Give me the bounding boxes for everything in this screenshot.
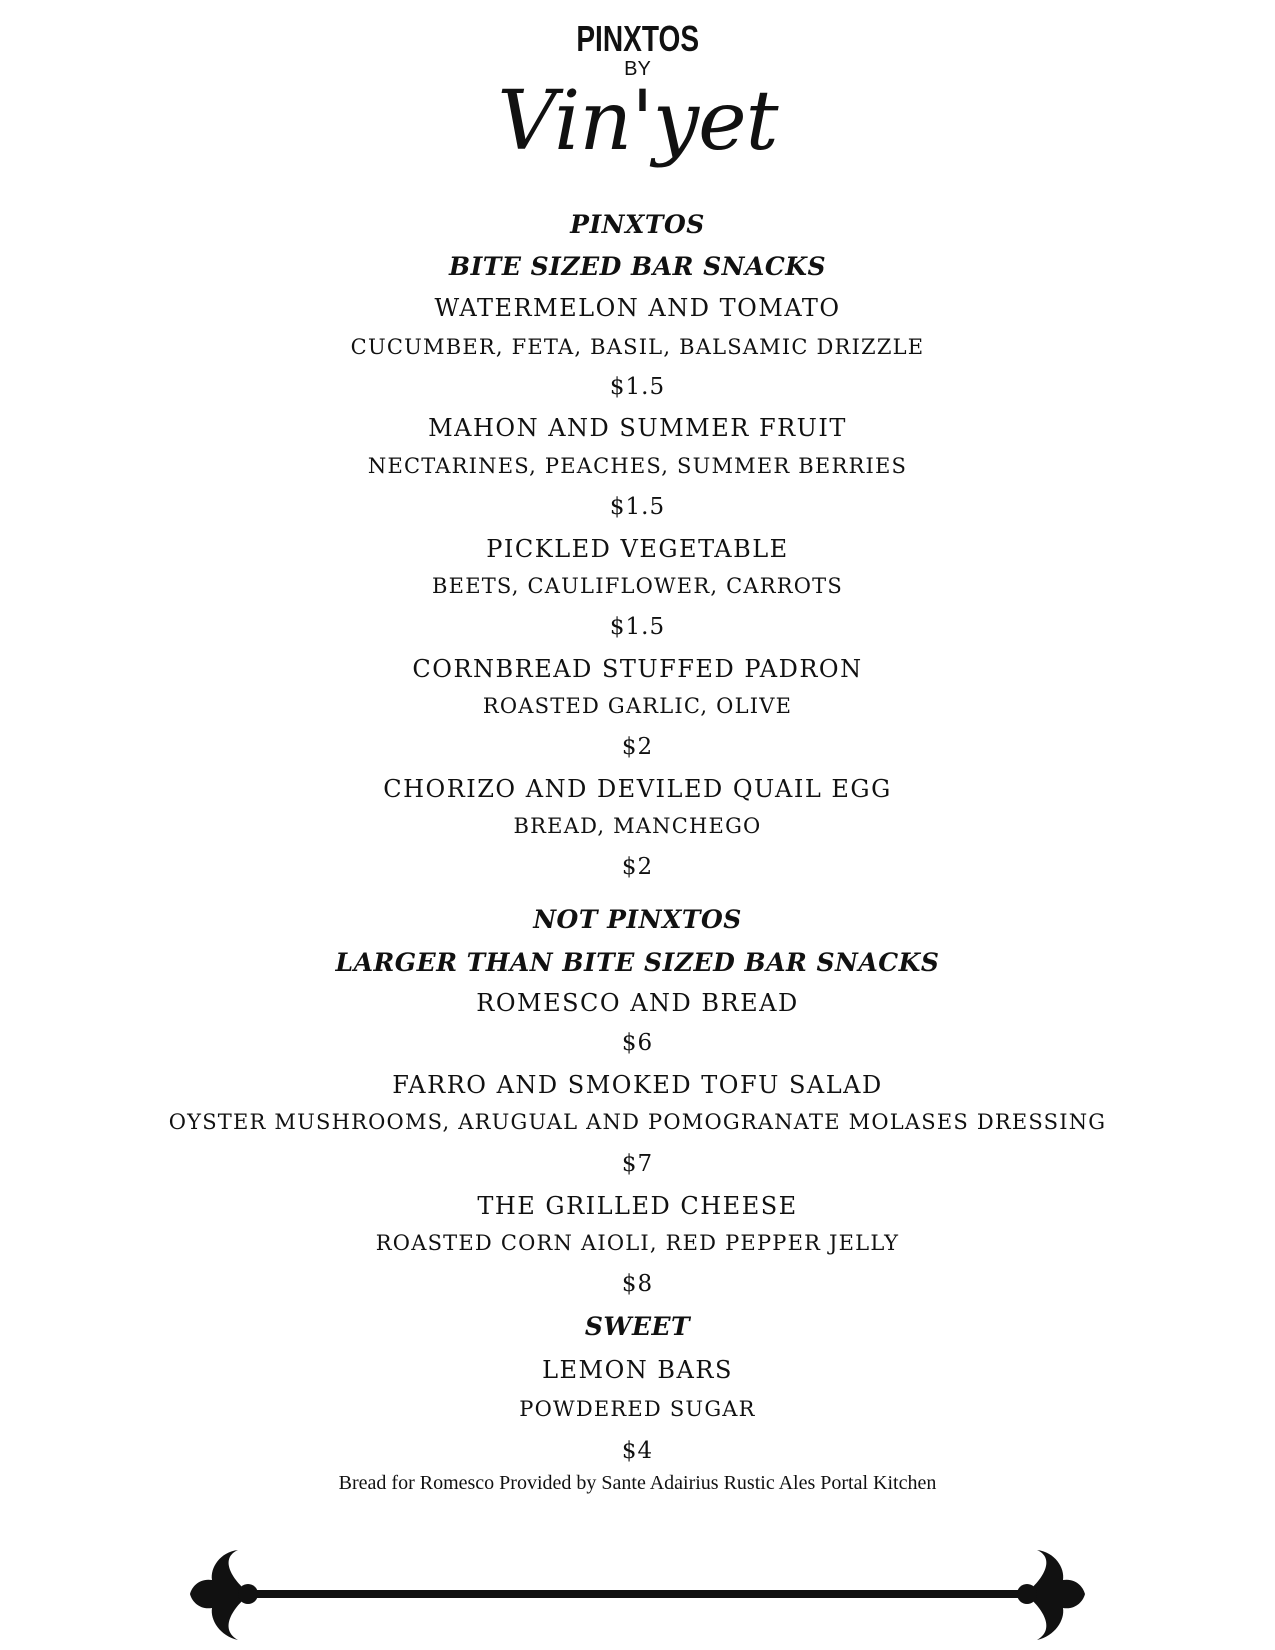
flourish-divider-icon <box>190 1548 1085 1643</box>
brand-by: BY <box>624 58 651 80</box>
menu-item: LEMON BARS <box>542 1356 733 1384</box>
menu-section: LARGER THAN BITE SIZED BAR SNACKS <box>335 948 940 977</box>
menu-item: MAHON AND SUMMER FRUIT <box>428 414 847 442</box>
menu-desc: CUCUMBER, FETA, BASIL, BALSAMIC DRIZZLE <box>350 335 925 359</box>
menu-desc: POWDERED SUGAR <box>519 1397 756 1421</box>
menu-desc: BREAD, MANCHEGO <box>513 814 762 838</box>
menu-item: CHORIZO AND DEVILED QUAIL EGG <box>383 775 892 803</box>
brand-title: PINXTOS <box>576 18 699 59</box>
brand-logo-script: Vin'yet <box>497 74 778 169</box>
menu-price: $2 <box>621 734 654 760</box>
menu-price: $1.5 <box>609 374 666 400</box>
menu-section: PINXTOS <box>570 210 705 239</box>
menu-price: $6 <box>621 1030 654 1056</box>
menu-price: $1.5 <box>609 614 666 640</box>
footer-note: Bread for Romesco Provided by Sante Adairius Rustic Ales Portal Kitchen <box>338 1472 937 1494</box>
menu-header <box>0 18 1275 170</box>
menu-desc: NECTARINES, PEACHES, SUMMER BERRIES <box>367 454 908 478</box>
menu-desc: ROASTED CORN AIOLI, RED PEPPER JELLY <box>375 1231 900 1255</box>
menu-section: BITE SIZED BAR SNACKS <box>448 252 827 281</box>
menu-price: $8 <box>621 1271 654 1297</box>
menu-price: $7 <box>621 1151 654 1177</box>
menu-section: NOT PINXTOS <box>533 905 742 934</box>
menu-desc: BEETS, CAULIFLOWER, CARROTS <box>432 574 843 598</box>
menu-price: $1.5 <box>609 494 666 520</box>
menu-section: SWEET <box>584 1312 691 1341</box>
menu-item: WATERMELON AND TOMATO <box>434 294 841 322</box>
menu-price: $2 <box>621 854 654 880</box>
menu-item: FARRO AND SMOKED TOFU SALAD <box>392 1071 883 1099</box>
menu-item: THE GRILLED CHEESE <box>477 1192 798 1220</box>
menu-item: ROMESCO AND BREAD <box>476 989 799 1017</box>
menu-price: $4 <box>621 1438 654 1464</box>
menu-item: PICKLED VEGETABLE <box>486 535 789 563</box>
menu-item: CORNBREAD STUFFED PADRON <box>412 655 863 683</box>
menu-desc: OYSTER MUSHROOMS, ARUGUAL AND POMOGRANATE MOLASES DRESSING <box>168 1110 1107 1134</box>
menu-desc: ROASTED GARLIC, OLIVE <box>482 694 793 718</box>
